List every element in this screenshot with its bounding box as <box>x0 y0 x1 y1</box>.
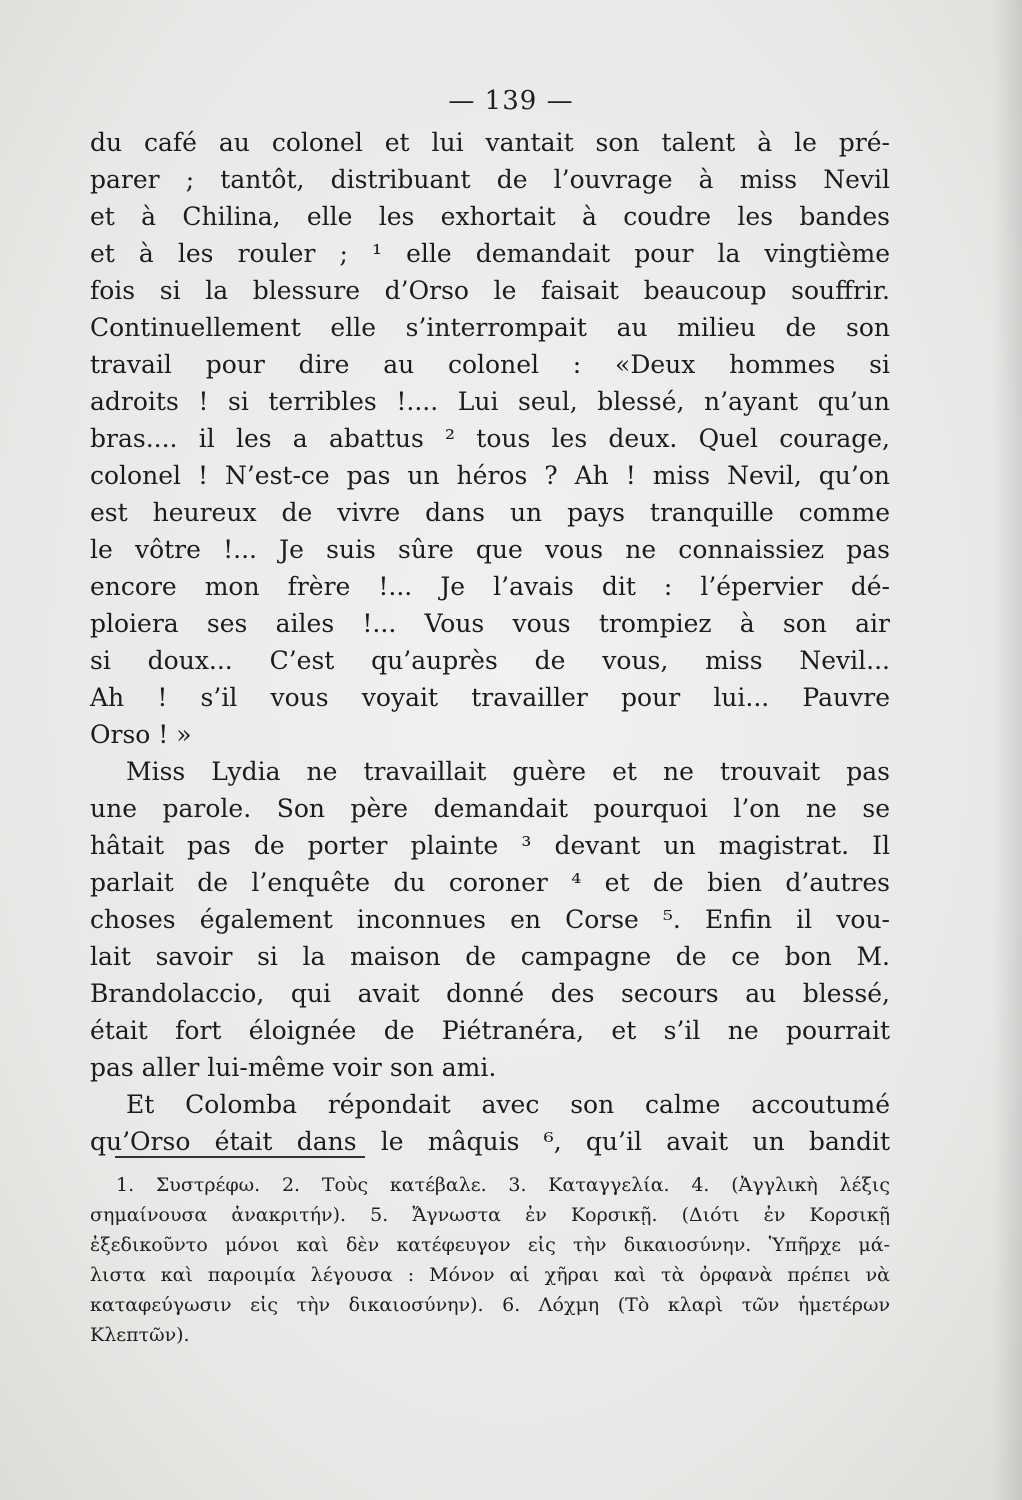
footnote-line: Κλεπτῶν). <box>90 1324 190 1346</box>
footnote-line: 1. Συστρέφω. 2. Τοὺς κατέβαλε. 3. Καταγγελία. 4. (Ἀγγλικὴ λέξις <box>116 1174 890 1196</box>
page-number: — 139 — <box>448 86 574 116</box>
text-line: lait savoir si la maison de campagne de ce bon M. <box>90 942 890 971</box>
paragraph-start-line: Et Colomba répondait avec son calme accoutumé <box>126 1090 890 1119</box>
text-line: était fort éloignée de Piétranéra, et s’il ne pourrait <box>90 1016 890 1045</box>
footnotes <box>90 1170 890 1350</box>
footnote-line: λιστα καὶ παροιμία λέγουσα : Μόνον αἱ χῆραι καὶ τὰ ὀρφανὰ πρέπει νὰ <box>90 1264 890 1286</box>
footnote-line: ἐξεδικοῦντο μόνοι καὶ δὲν κατέφευγον εἰς τὴν δικαιοσύνην. Ὑπῆρχε μά- <box>90 1234 890 1256</box>
text-line: ploiera ses ailes !... Vous vous trompiez à son air <box>90 609 890 638</box>
text-line: et à les rouler ; ¹ elle demandait pour la vingtième <box>90 239 890 268</box>
footnote-divider <box>115 1156 365 1158</box>
paragraph-start-line: Miss Lydia ne travaillait guère et ne trouvait pas <box>126 757 890 786</box>
text-line: hâtait pas de porter plainte ³ devant un magistrat. Il <box>90 831 890 860</box>
text-line: parlait de l’enquête du coroner ⁴ et de bien d’autres <box>90 868 890 897</box>
text-line: si doux... C’est qu’auprès de vous, miss Nevil... <box>90 646 890 675</box>
text-line: Brandolaccio, qui avait donné des secours au blessé, <box>90 979 890 1008</box>
text-line: et à Chilina, elle les exhortait à coudre les bandes <box>90 202 890 231</box>
text-line: Ah ! s’il vous voyait travailler pour lui... Pauvre <box>90 683 890 712</box>
footnote-line: καταφεύγωσιν εἰς τὴν δικαιοσύνην). 6. Λόχμη (Τὸ κλαρὶ τῶν ἡμετέρων <box>90 1294 890 1316</box>
text-line: du café au colonel et lui vantait son talent à le pré- <box>90 128 890 157</box>
text-line: fois si la blessure d’Orso le faisait beaucoup souffrir. <box>90 276 890 305</box>
body-text <box>90 124 890 1160</box>
text-line: est heureux de vivre dans un pays tranquille comme <box>90 498 890 527</box>
text-line: travail pour dire au colonel : «Deux hommes si <box>90 350 890 379</box>
text-line: adroits ! si terribles !.... Lui seul, blessé, n’ayant qu’un <box>90 387 890 416</box>
text-line: encore mon frère !... Je l’avais dit : l’épervier dé- <box>90 572 890 601</box>
text-line: une parole. Son père demandait pourquoi l’on ne se <box>90 794 890 823</box>
page-edge-shadow <box>992 0 1022 1500</box>
footnote-line: σημαίνουσα ἀνακριτήν). 5. Ἄγνωστα ἐν Κορσικῇ. (Διότι ἐν Κορσικῇ <box>90 1204 890 1226</box>
text-line: Orso ! » <box>90 720 192 749</box>
text-line: le vôtre !... Je suis sûre que vous ne connaissiez pas <box>90 535 890 564</box>
text-line: qu’Orso était dans le mâquis ⁶, qu’il avait un bandit <box>90 1127 890 1156</box>
text-line: Continuellement elle s’interrompait au milieu de son <box>90 313 890 342</box>
text-line: colonel ! N’est-ce pas un héros ? Ah ! miss Nevil, qu’on <box>90 461 890 490</box>
text-line: parer ; tantôt, distribuant de l’ouvrage à miss Nevil <box>90 165 890 194</box>
text-line: pas aller lui-même voir son ami. <box>90 1053 497 1082</box>
text-line: choses également inconnues en Corse ⁵. Enfin il vou- <box>90 905 890 934</box>
text-line: bras.... il les a abattus ² tous les deux. Quel courage, <box>90 424 890 453</box>
